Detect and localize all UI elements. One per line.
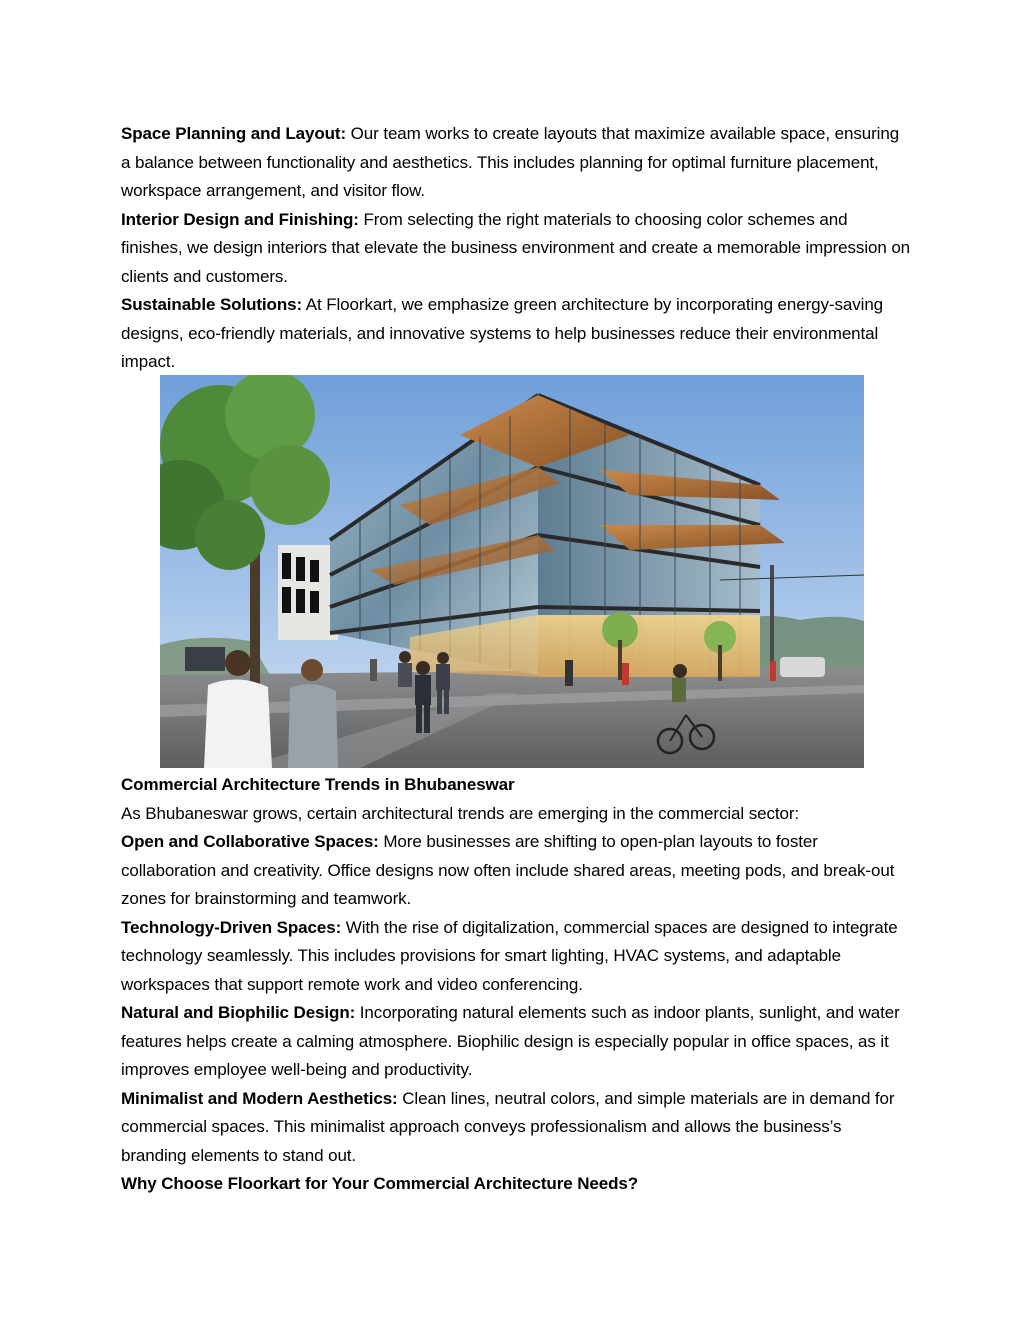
paragraph-minimalist-modern — [121, 1085, 911, 1171]
text-sustainable-solutions: At Floorkart, we emphasize green architecture by incorporating energy-saving designs, eco-friendly materials, and innovative systems to help businesses reduce their environmental impact. — [121, 295, 884, 371]
term-space-planning: Space Planning and Layout: — [121, 124, 347, 143]
intro-services-list — [121, 120, 911, 377]
term-technology-driven: Technology-Driven Spaces: — [121, 917, 342, 937]
trends-heading: Commercial Architecture Trends in Bhubaneswar — [121, 775, 515, 794]
building-photo — [160, 375, 864, 768]
paragraph-biophilic-design — [121, 999, 911, 1085]
trends-intro: As Bhubaneswar grows, certain architectural trends are emerging in the commercial sector: — [121, 803, 800, 823]
why-choose-heading: Why Choose Floorkart for Your Commercial Architecture Needs? — [121, 1174, 639, 1193]
text-technology-driven: With the rise of digitalization, commercial spaces are designed to integrate technology seamlessly. This includes provisions for smart lighting, HVAC systems, and adaptable workspaces that support remote work and video conferencing. — [121, 917, 898, 994]
term-biophilic-design: Natural and Biophilic Design: — [121, 1003, 356, 1022]
paragraph-sustainable-solutions — [121, 291, 911, 377]
paragraph-technology-driven — [121, 914, 911, 1000]
text-biophilic-design: Incorporating natural elements such as indoor plants, sunlight, and water features helps create a calming atmosphere. Biophilic design is especially popular in office spaces, as it improves employee well-being and productivity. — [121, 1003, 900, 1079]
text-minimalist-modern: Clean lines, neutral colors, and simple materials are in demand for commercial spaces. This minimalist approach conveys professionalism and allows the business’s branding elements to stand out. — [121, 1088, 895, 1165]
term-open-collaborative: Open and Collaborative Spaces: — [121, 832, 379, 851]
text-space-planning: Our team works to create layouts that maximize available space, ensuring a balance between functionality and aesthetics. This includes planning for optimal furniture placement, workspace arrangement, and visitor flow. — [121, 124, 900, 200]
paragraph-open-collaborative — [121, 828, 911, 914]
term-minimalist-modern: Minimalist and Modern Aesthetics: — [121, 1088, 398, 1108]
text-interior-design: From selecting the right materials to choosing color schemes and finishes, we design interiors that elevate the business environment and create a memorable impression on clients and customers. — [121, 209, 911, 286]
term-interior-design: Interior Design and Finishing: — [121, 209, 359, 229]
paragraph-interior-design — [121, 206, 911, 292]
text-open-collaborative: More businesses are shifting to open-plan layouts to foster collaboration and creativity. Office designs now often include shared areas, meeting pods, and break-out zones for brainstorming and teamwork. — [121, 832, 895, 908]
term-sustainable-solutions: Sustainable Solutions: — [121, 295, 303, 314]
paragraph-space-planning — [121, 120, 911, 206]
trends-section — [121, 771, 911, 1199]
